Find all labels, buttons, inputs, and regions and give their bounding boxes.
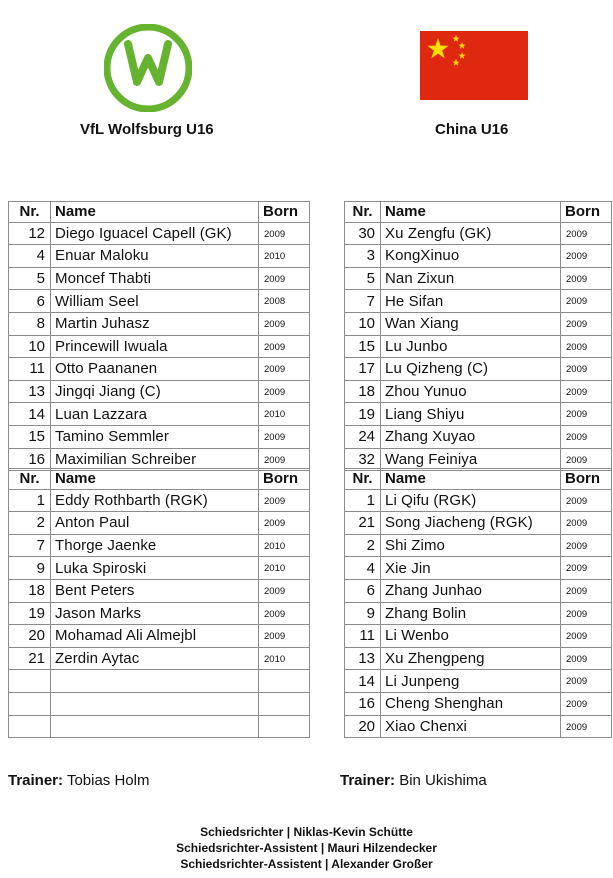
right-starters-table [344,201,612,471]
player-name: Moncef Thabti [51,267,259,290]
player-name [51,692,259,715]
table-row [9,425,310,448]
player-name: Xu Zengfu (GK) [381,222,561,245]
player-name: KongXinuo [381,245,561,268]
table-row [9,579,310,602]
player-born: 2009 [259,512,310,535]
player-number: 2 [345,534,381,557]
player-number: 13 [345,647,381,670]
player-born: 2009 [259,222,310,245]
table-row [345,625,612,648]
player-number: 15 [9,425,51,448]
player-name: Princewill Iwuala [51,335,259,358]
player-number: 14 [345,670,381,693]
china-flag-icon [420,31,528,100]
player-born: 2009 [561,602,612,625]
table-row [9,267,310,290]
player-number: 6 [9,290,51,313]
column-header-nr: Nr. [345,202,381,223]
player-born [259,715,310,738]
player-born: 2009 [561,222,612,245]
player-name: Song Jiacheng (RGK) [381,512,561,535]
right-trainer [340,772,487,789]
player-name [51,670,259,693]
player-name: Zhang Xuyao [381,425,561,448]
player-number: 5 [345,267,381,290]
player-born: 2009 [259,448,310,471]
table-row [9,512,310,535]
table-row [345,335,612,358]
right-team-name: China U16 [435,121,509,138]
player-number: 18 [9,579,51,602]
player-number: 20 [9,625,51,648]
vfl-wolfsburg-logo-icon [104,24,192,112]
column-header-name: Name [51,202,259,223]
assistant-referee-line-1: Schiedsrichter-Assistent | Mauri Hilzendecker [176,841,437,855]
player-born: 2009 [561,579,612,602]
left-subs-table [8,468,310,738]
left-trainer-name: Tobias Holm [66,772,150,789]
player-number: 2 [9,512,51,535]
player-name: Diego Iguacel Capell (GK) [51,222,259,245]
player-number [9,715,51,738]
player-born: 2009 [561,245,612,268]
player-name: Otto Paananen [51,358,259,381]
player-born: 2009 [561,425,612,448]
table-row [345,222,612,245]
player-born: 2009 [561,625,612,648]
player-number: 8 [9,312,51,335]
column-header-nr: Nr. [345,469,381,490]
column-header-nr: Nr. [9,469,51,490]
table-row [345,312,612,335]
table-row [345,670,612,693]
table-header-row [345,202,612,223]
player-name: Zhang Bolin [381,602,561,625]
player-born: 2009 [561,647,612,670]
player-number: 10 [9,335,51,358]
player-name: Li Qifu (RGK) [381,489,561,512]
table-row [345,489,612,512]
player-born [259,692,310,715]
table-row [345,380,612,403]
player-name: Li Wenbo [381,625,561,648]
player-born: 2010 [259,647,310,670]
player-number: 16 [9,448,51,471]
player-born: 2010 [259,557,310,580]
table-row [9,625,310,648]
player-name: Luka Spiroski [51,557,259,580]
player-number: 11 [9,358,51,381]
table-row [345,602,612,625]
player-born: 2009 [259,602,310,625]
table-row [9,403,310,426]
left-starters-table [8,201,310,471]
player-name: Zerdin Aytac [51,647,259,670]
assistant-referee-line-2: Schiedsrichter-Assistent | Alexander Großer [180,857,433,871]
player-number: 5 [9,267,51,290]
player-number: 15 [345,335,381,358]
player-born: 2009 [561,380,612,403]
player-name: William Seel [51,290,259,313]
right-trainer-name: Bin Ukishima [399,772,487,789]
player-name: Xiao Chenxi [381,715,561,738]
player-number: 24 [345,425,381,448]
player-number: 19 [345,403,381,426]
player-name: Anton Paul [51,512,259,535]
player-name: Jason Marks [51,602,259,625]
player-born: 2010 [259,245,310,268]
player-name: Thorge Jaenke [51,534,259,557]
column-header-name: Name [381,202,561,223]
player-born: 2008 [259,290,310,313]
table-header-row [345,469,612,490]
player-number: 18 [345,380,381,403]
table-row [9,715,310,738]
player-name: Nan Zixun [381,267,561,290]
player-born: 2009 [561,512,612,535]
player-name: Xie Jin [381,557,561,580]
player-name: Lu Qizheng (C) [381,358,561,381]
player-born: 2009 [561,692,612,715]
right-trainer-label: Trainer: [340,772,396,789]
player-name: Maximilian Schreiber [51,448,259,471]
table-row [9,335,310,358]
player-born: 2009 [561,312,612,335]
player-number: 13 [9,380,51,403]
player-name: Jingqi Jiang (C) [51,380,259,403]
column-header-name: Name [51,469,259,490]
player-name: Luan Lazzara [51,403,259,426]
referee-line: Schiedsrichter | Niklas-Kevin Schütte [200,825,413,839]
player-number: 7 [9,534,51,557]
table-row [9,312,310,335]
player-name: Mohamad Ali Almejbl [51,625,259,648]
player-number: 21 [9,647,51,670]
player-born: 2009 [561,670,612,693]
player-number: 1 [345,489,381,512]
player-number: 16 [345,692,381,715]
left-trainer [8,772,149,789]
player-born: 2009 [259,312,310,335]
player-number: 9 [345,602,381,625]
player-born: 2009 [259,267,310,290]
player-number: 1 [9,489,51,512]
player-born: 2009 [561,715,612,738]
column-header-name: Name [381,469,561,490]
player-born: 2009 [259,579,310,602]
table-header-row [9,202,310,223]
player-name: Shi Zimo [381,534,561,557]
table-row [345,290,612,313]
table-row [9,222,310,245]
player-name: Bent Peters [51,579,259,602]
right-subs-table [344,468,612,738]
player-number: 6 [345,579,381,602]
player-name: Liang Shiyu [381,403,561,426]
table-row [345,647,612,670]
player-number: 3 [345,245,381,268]
player-born: 2009 [561,534,612,557]
table-row [345,245,612,268]
player-number: 14 [9,403,51,426]
player-name: Cheng Shenghan [381,692,561,715]
player-born: 2009 [561,358,612,381]
player-born: 2009 [259,380,310,403]
player-born: 2010 [259,534,310,557]
player-name: Li Junpeng [381,670,561,693]
column-header-born: Born [561,469,612,490]
player-number: 21 [345,512,381,535]
table-row [9,602,310,625]
player-number: 7 [345,290,381,313]
player-born: 2009 [561,489,612,512]
table-row [9,692,310,715]
player-number: 11 [345,625,381,648]
player-born [259,670,310,693]
player-name: Zhang Junhao [381,579,561,602]
table-row [345,403,612,426]
player-born: 2009 [259,625,310,648]
left-team-name: VfL Wolfsburg U16 [80,121,214,138]
player-name: Xu Zhengpeng [381,647,561,670]
player-born: 2009 [561,290,612,313]
player-name: Martin Juhasz [51,312,259,335]
table-row [9,670,310,693]
player-number: 19 [9,602,51,625]
player-name: Tamino Semmler [51,425,259,448]
player-born: 2009 [561,267,612,290]
column-header-born: Born [259,202,310,223]
player-born: 2009 [259,335,310,358]
player-born: 2009 [561,335,612,358]
table-row [9,290,310,313]
player-born: 2009 [259,489,310,512]
player-number: 4 [345,557,381,580]
table-row [9,245,310,268]
player-name: Wang Feiniya [381,448,561,471]
player-name: He Sifan [381,290,561,313]
table-row [345,425,612,448]
player-born: 2010 [259,403,310,426]
match-officials [0,824,613,872]
table-row [345,557,612,580]
player-number: 17 [345,358,381,381]
player-number [9,670,51,693]
column-header-born: Born [259,469,310,490]
table-row [345,715,612,738]
column-header-nr: Nr. [9,202,51,223]
player-number: 9 [9,557,51,580]
player-born: 2009 [561,557,612,580]
table-row [345,267,612,290]
left-trainer-label: Trainer: [8,772,64,789]
table-row [9,358,310,381]
table-row [9,557,310,580]
player-name: Eddy Rothbarth (RGK) [51,489,259,512]
player-number: 12 [9,222,51,245]
player-number: 32 [345,448,381,471]
player-number: 4 [9,245,51,268]
player-name [51,715,259,738]
table-row [345,692,612,715]
table-row [345,579,612,602]
player-number: 10 [345,312,381,335]
player-name: Zhou Yunuo [381,380,561,403]
table-row [345,358,612,381]
player-name: Enuar Maloku [51,245,259,268]
table-header-row [9,469,310,490]
player-born: 2009 [259,358,310,381]
column-header-born: Born [561,202,612,223]
player-born: 2009 [561,403,612,426]
player-name: Wan Xiang [381,312,561,335]
player-born: 2009 [561,448,612,471]
player-number: 30 [345,222,381,245]
table-row [9,647,310,670]
table-row [9,489,310,512]
table-row [9,534,310,557]
player-number [9,692,51,715]
table-row [9,380,310,403]
player-number: 20 [345,715,381,738]
player-born: 2009 [259,425,310,448]
player-name: Lu Junbo [381,335,561,358]
table-row [345,534,612,557]
table-row [345,512,612,535]
